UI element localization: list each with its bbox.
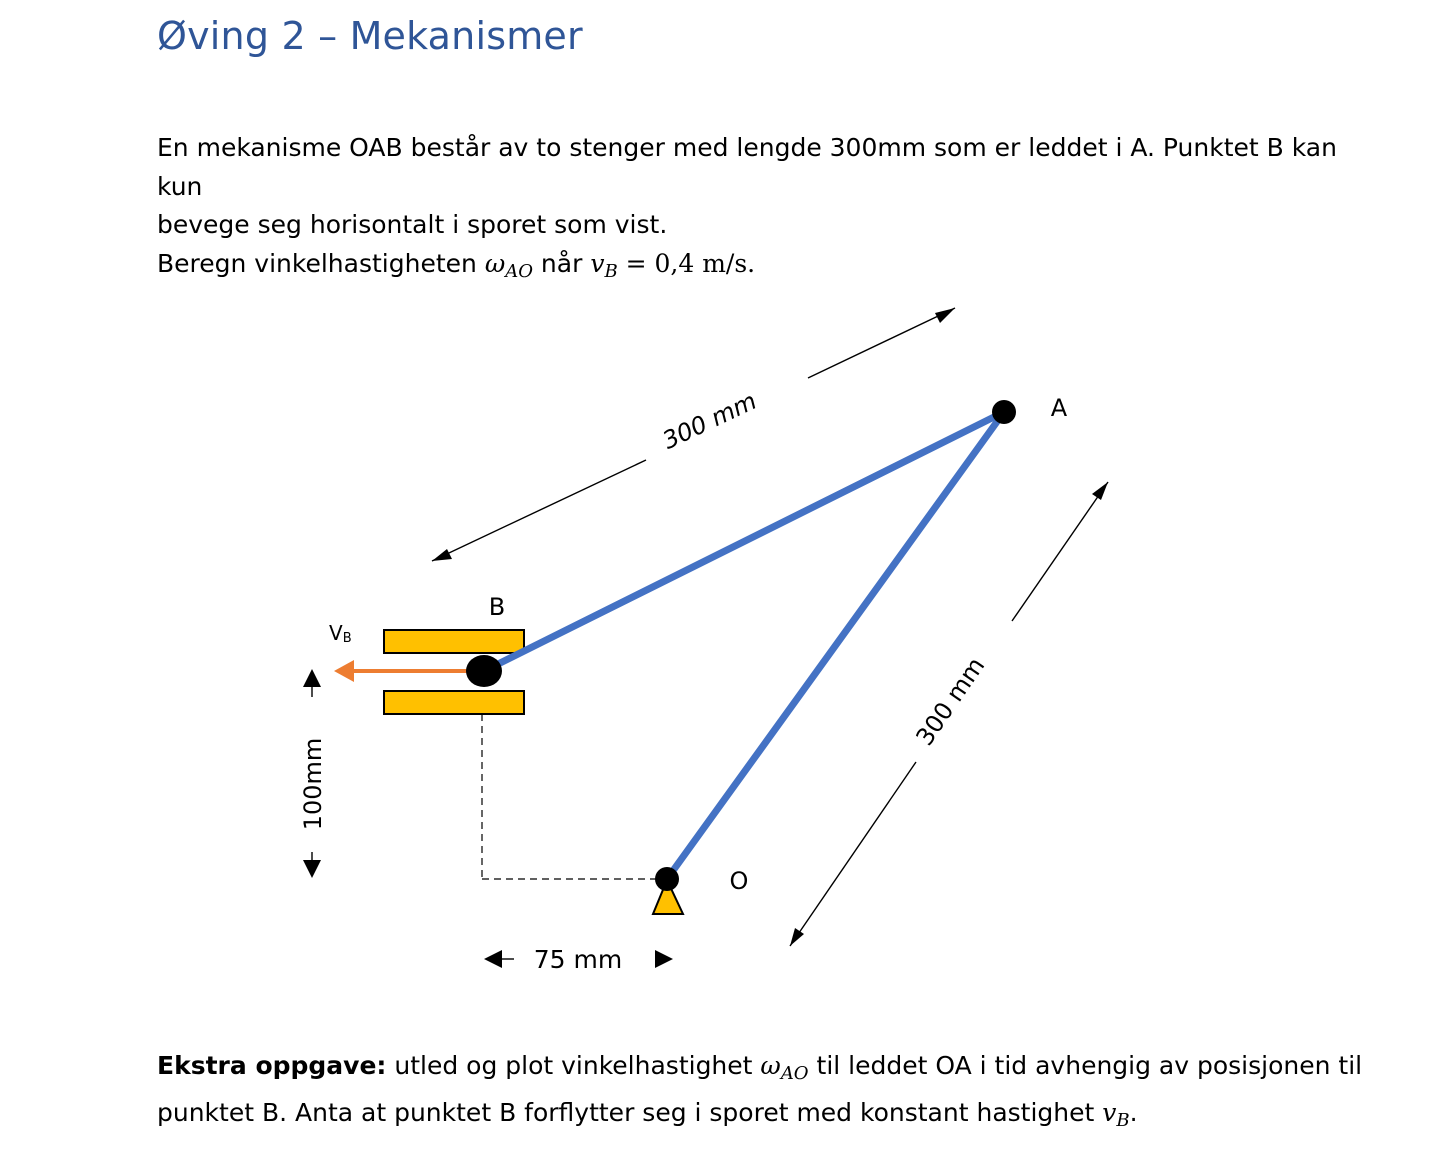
omega-symbol: $\omega_{AO}$ bbox=[484, 248, 533, 282]
dimension-vertical-arrowhead-bottom bbox=[303, 860, 321, 878]
link-oa bbox=[667, 412, 1004, 879]
joint-a bbox=[992, 400, 1016, 424]
problem-line-3: Beregn vinkelhastigheten $\omega_{AO}$ når $v_B = 0,4$ m/s. bbox=[157, 248, 756, 282]
dimension-ab-arrowhead-upper bbox=[935, 308, 955, 323]
label-a: A bbox=[1050, 394, 1068, 422]
dimension-oa bbox=[790, 482, 1108, 946]
velocity-value: = 0,4 m/s. bbox=[617, 248, 756, 278]
velocity-symbol: $v_B$ bbox=[590, 248, 618, 282]
dimension-ab bbox=[432, 308, 955, 561]
slot-guide-top bbox=[384, 630, 524, 653]
dimension-oa-line-lower bbox=[790, 762, 916, 946]
joint-o bbox=[655, 867, 679, 891]
dimension-oa-arrowhead-lower bbox=[790, 928, 804, 946]
dimension-horizontal bbox=[484, 945, 673, 974]
dimension-ab-line-upper bbox=[808, 308, 955, 378]
reference-lines bbox=[482, 714, 666, 879]
extra-label: Ekstra oppgave: bbox=[157, 1051, 387, 1080]
link-ab bbox=[484, 412, 1004, 671]
dimension-horizontal-arrowhead-right bbox=[655, 950, 673, 968]
label-o: O bbox=[729, 867, 749, 895]
problem-line-1: En mekanisme OAB består av to stenger med lengde 300mm som er leddet i A. Punktet B kan kun bbox=[157, 133, 1337, 201]
dimension-vertical-label: 100mm bbox=[299, 737, 327, 831]
dimension-vertical bbox=[299, 669, 327, 878]
extra-omega-symbol: $\omega_{AO}$ bbox=[760, 1051, 809, 1085]
page-title: Øving 2 – Mekanismer bbox=[157, 14, 583, 58]
joint-b bbox=[466, 655, 502, 687]
label-vb: VB bbox=[329, 621, 352, 646]
extra-task bbox=[157, 1047, 1387, 1140]
problem-line-2: bevege seg horisontalt i sporet som vist. bbox=[157, 210, 668, 239]
extra-line-2: punktet B. Anta at punktet B forflytter seg i sporet med konstant hastighet $v_B$. bbox=[157, 1097, 1138, 1131]
label-b: B bbox=[488, 593, 506, 621]
dimension-ab-arrowhead-lower bbox=[432, 549, 452, 561]
dimension-vertical-arrowhead-top bbox=[303, 669, 321, 687]
velocity-arrow-vb bbox=[334, 660, 468, 682]
dimension-horizontal-label: 75 mm bbox=[533, 945, 623, 974]
dimension-horizontal-arrowhead-left bbox=[484, 950, 502, 968]
extra-line-1: Ekstra oppgave: utled og plot vinkelhastighet $\omega_{AO}$ til leddet OA i tid avhengig av posisjonen til bbox=[157, 1051, 1363, 1085]
dimension-oa-arrowhead-upper bbox=[1092, 482, 1108, 500]
dimension-oa-label: 300 mm bbox=[910, 652, 991, 751]
dimension-ab-label: 300 mm bbox=[658, 386, 761, 455]
slot-guide-bottom bbox=[384, 691, 524, 714]
extra-velocity-symbol: $v_B$ bbox=[1102, 1097, 1130, 1131]
dimension-ab-line-lower bbox=[432, 460, 646, 561]
dimension-oa-line-upper bbox=[1012, 482, 1108, 621]
